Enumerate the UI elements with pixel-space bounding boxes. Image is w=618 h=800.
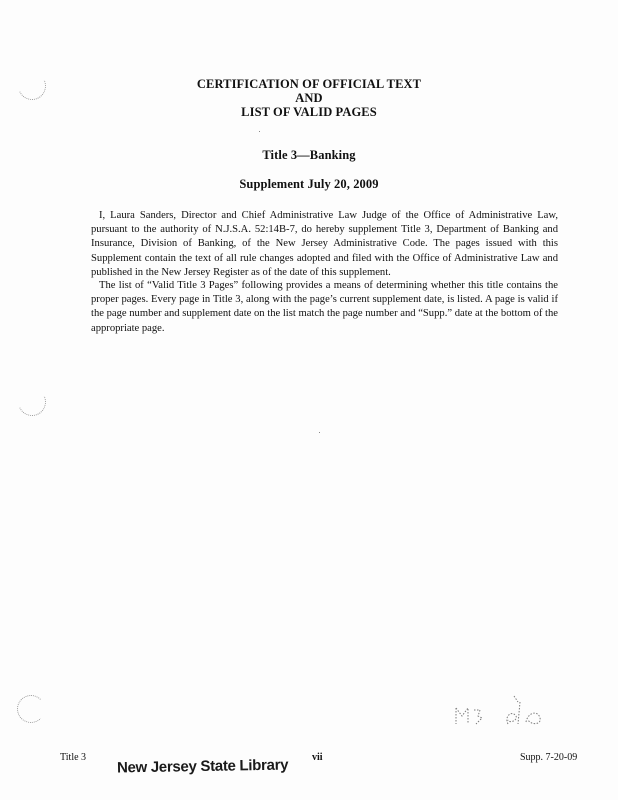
certification-heading: CERTIFICATION OF OFFICIAL TEXT	[196, 77, 422, 91]
certification-paragraph: I, Laura Sanders, Director and Chief Administrative Law Judge of the Office of Administrative Law, pursuant to the authority of N.J.S.A. 52:14B-7, do hereby supplement Title 3, Department of Banking and Insurance, Division of Banking, of the New Jersey Administrative Code. The pages issued with this Supplement contain the text of all rule changes adopted and filed with the Office of Administrative Law and published in the New Jersey Register as of the date of this supplement.	[91, 210, 558, 278]
library-stamp: New Jersey State Library	[116, 756, 289, 777]
scan-speck	[319, 432, 320, 433]
title-heading: Title 3—Banking	[262, 148, 356, 162]
supplement-date-heading: Supplement July 20, 2009	[239, 177, 379, 191]
valid-pages-paragraph: The list of “Valid Title 3 Pages” following provides a means of determining whether this title contains the proper pages. Every page in Title 3, along with the page’s current supplement date, is listed. A page is valid if the page number and supplement date on the list match the page number and “Supp.” date at the bottom of the appropriate page.	[91, 280, 558, 334]
footer-page-number: vii	[312, 752, 323, 763]
punch-hole-icon	[14, 384, 50, 420]
valid-pages-heading: LIST OF VALID PAGES	[241, 105, 377, 119]
footer-title: Title 3	[60, 752, 87, 763]
handwritten-initials-icon	[448, 694, 558, 736]
scan-speck	[259, 131, 260, 132]
footer-supplement-date: Supp. 7-20-09	[520, 752, 578, 763]
heading-conjunction: AND	[295, 91, 323, 105]
punch-hole-icon	[17, 695, 45, 723]
